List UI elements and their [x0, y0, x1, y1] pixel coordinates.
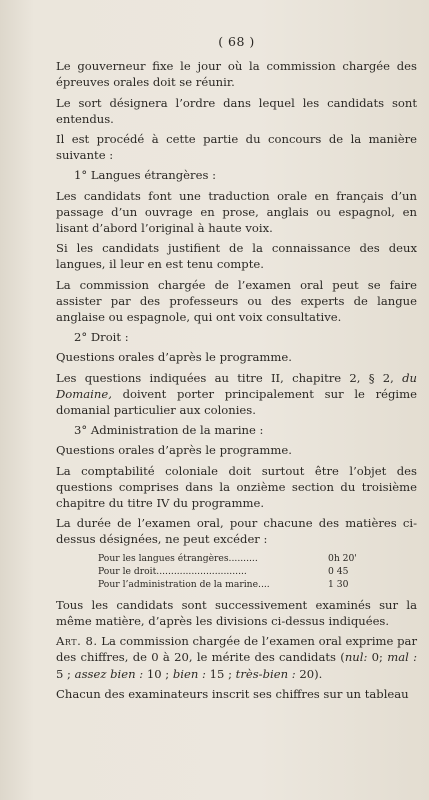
table-row: [98, 578, 366, 591]
paragraph: Le sort désignera l’ordre dans lequel les candidats sont entendus.: [56, 95, 417, 126]
text-run: doivent porter principalement sur le régime domanial particulier aux colonies.: [56, 386, 417, 418]
italic-text: bien :: [172, 666, 206, 681]
table-row: [98, 565, 366, 578]
paragraph: Il est procédé à cette partie du concours de la manière suivante :: [56, 132, 417, 163]
table-cell-subject: Pour l’administration de la marine....: [98, 578, 270, 590]
table-cell-time: 0h 20': [328, 552, 357, 564]
text-run: 20).: [295, 666, 323, 681]
section-heading-administration: 3° Administration de la marine :: [74, 423, 264, 438]
paragraph: Questions orales d’après le programme.: [56, 443, 292, 458]
paragraph: [56, 633, 417, 682]
italic-text: assez bien :: [74, 666, 144, 681]
paragraph: Si les candidats justifient de la connaissance des deux langues, il leur en est tenu compte.: [56, 241, 417, 272]
table-cell-subject: Pour le droit...............................: [98, 565, 247, 577]
text-run: 10 ;: [143, 666, 173, 681]
paragraph: La comptabilité coloniale doit surtout être l’objet des questions comprises dans la onzième section du troisième chapitre du titre IV du programme.: [56, 463, 417, 511]
paragraph: Chacun des examinateurs inscrit ses chiffres sur un tableau: [56, 686, 409, 701]
paragraph: Le gouverneur fixe le jour où la commission chargée des épreuves orales doit se réunir.: [56, 59, 417, 90]
article-label: Art. 8.: [56, 634, 98, 649]
text-run: 0;: [367, 650, 388, 665]
paragraph: Questions orales d’après le programme.: [56, 350, 292, 365]
text-run: 15 ;: [205, 666, 236, 681]
italic-text: très-bien :: [235, 666, 296, 681]
paragraph: Tous les candidats sont successivement examinés sur la même matière, d’après les divisions ci-dessus indiquées.: [56, 597, 417, 628]
italic-text: du Domaine,: [56, 370, 417, 401]
text-run: 5 ;: [56, 666, 75, 681]
table-cell-time: 1 30: [328, 578, 349, 590]
table-row: [98, 552, 366, 565]
paragraph: La durée de l’examen oral, pour chacune des matières ci-dessus désignées, ne peut excéder :: [56, 516, 417, 547]
section-heading-languages: 1° Langues étrangères :: [74, 168, 216, 183]
duration-table: [98, 552, 366, 591]
italic-text: mal :: [387, 650, 417, 665]
paragraph: Les candidats font une traduction orale en français d’un passage d’un ouvrage en prose, anglais ou espagnol, en lisant d’abord l’original à haute voix.: [56, 188, 417, 236]
italic-text: nul:: [344, 650, 368, 665]
paragraph: [56, 370, 417, 419]
text-run: Les questions indiquées au titre II, chapitre 2, § 2,: [56, 370, 403, 385]
table-cell-subject: Pour les langues étrangères..........: [98, 552, 258, 564]
section-heading-law: 2° Droit :: [74, 330, 129, 345]
page-number: ( 68 ): [218, 34, 255, 49]
table-cell-time: 0 45: [328, 565, 349, 577]
text-run: La commission chargée de l’examen oral exprime par des chiffres, de 0 à 20, le mérite des candidats (: [56, 634, 417, 665]
paragraph: La commission chargée de l’examen oral peut se faire assister par des professeurs ou des experts de langue anglaise ou espagnole, qui ont voix consultative.: [56, 277, 417, 325]
